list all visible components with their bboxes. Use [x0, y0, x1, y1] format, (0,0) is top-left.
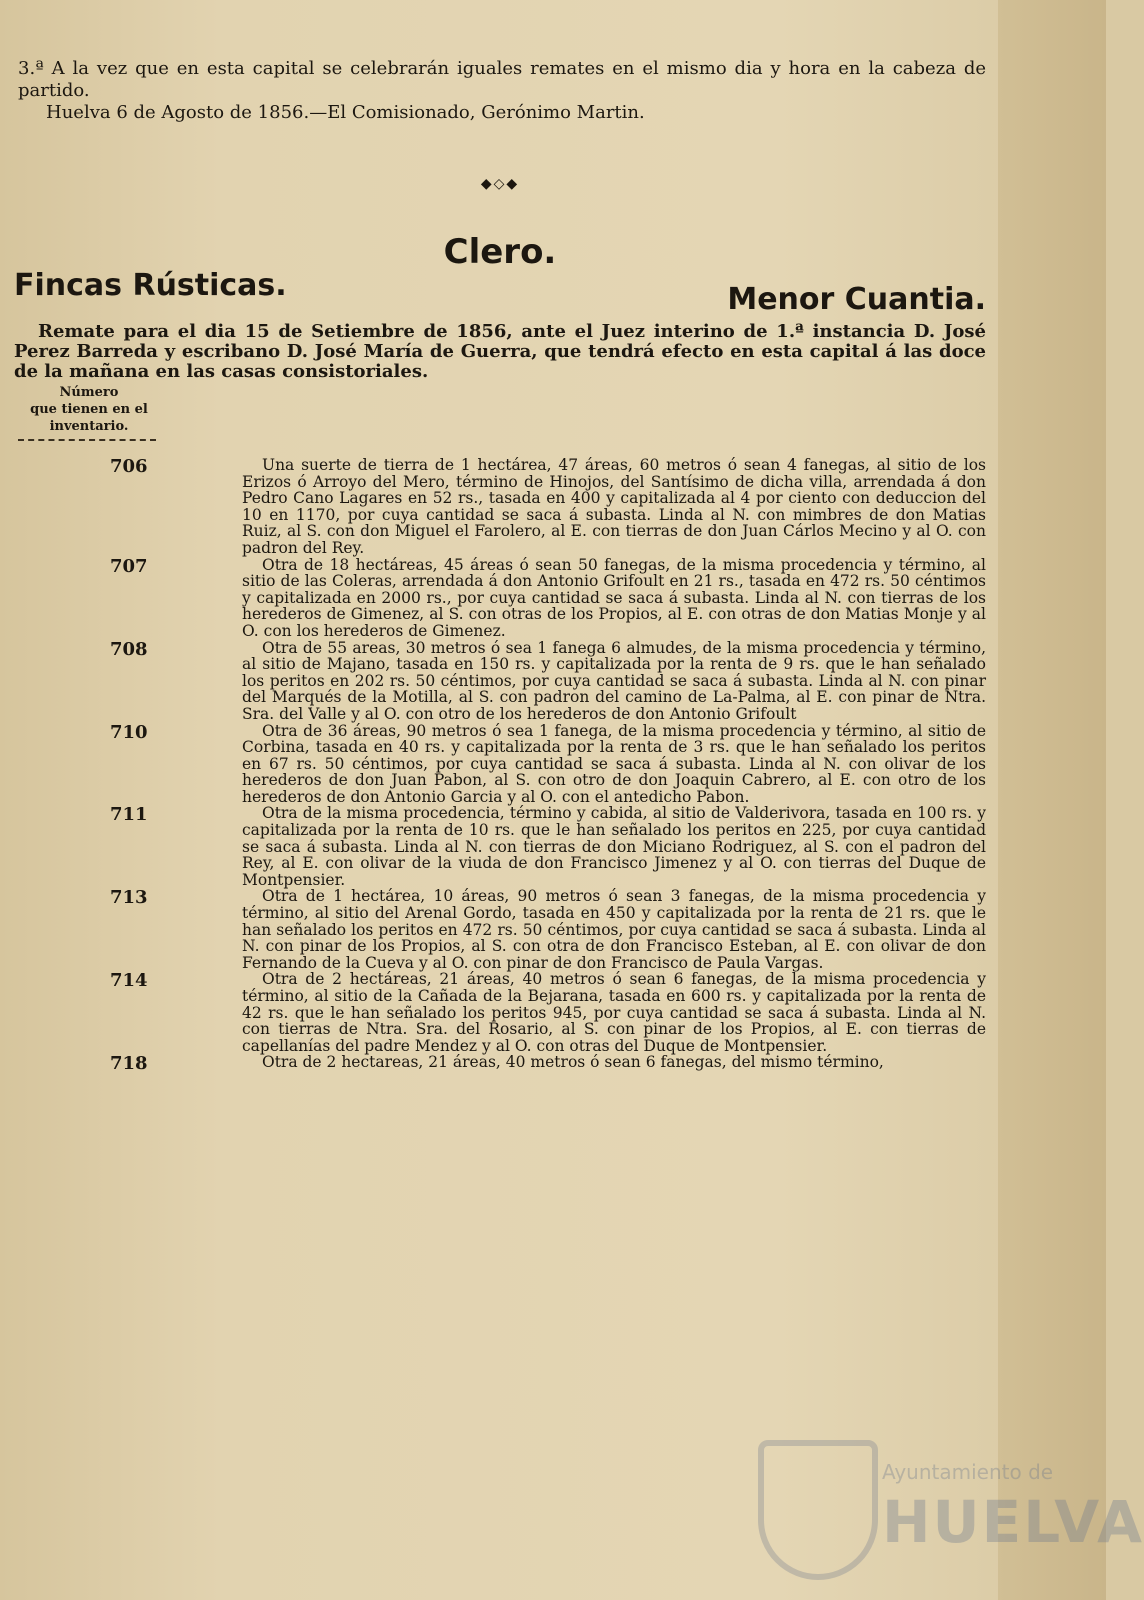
watermark-line-2: HUELVA: [882, 1488, 1144, 1556]
entry-number: 708: [110, 638, 148, 660]
entry-text: Otra de 55 areas, 30 metros ó sea 1 fanega 6 almudes, de la misma procedencia y término, al sitio de Majano, tasada en 150 rs. y capitalizada por la renta de 9 rs. que le han señalado los peritos en 202 rs. 50 céntimos, por cuya cantidad se saca á subasta. Linda al N. con pinar del Marqués de la Motilla, al S. con padron del camino de La-Palma, al E. con pinar de Ntra. Sra. del Valle y al O. con otro de los herederos de don Antonio Grifoult: [242, 638, 986, 723]
list-item: [14, 557, 986, 640]
entry-number: 711: [110, 804, 148, 826]
entry-number: 706: [110, 456, 148, 477]
intro-item-3: 3.ª A la vez que en esta capital se celebrarán iguales remates en el mismo dia y hora en la cabeza de partido.: [18, 58, 986, 101]
right-heading: Menor Cuantia.: [727, 282, 986, 317]
list-item: [14, 1054, 986, 1073]
column-header-line: Número: [59, 385, 119, 400]
column-header-line: que tienen en el: [30, 402, 148, 417]
entry-number: 713: [110, 887, 148, 909]
entry-number: 714: [110, 970, 148, 992]
city-watermark: [758, 1436, 1144, 1586]
list-item: [14, 457, 986, 557]
list-item: [14, 640, 986, 723]
list-item: [14, 888, 986, 971]
column-header-line: inventario.: [49, 419, 129, 434]
entry-text: Otra de 2 hectareas, 21 áreas, 40 metros ó sean 6 fanegas, del mismo término,: [262, 1053, 884, 1072]
coat-of-arms-icon: [758, 1440, 878, 1580]
entry-number: 710: [110, 721, 148, 743]
signature-line: Huelva 6 de Agosto de 1856.—El Comisionado, Gerónimo Martin.: [46, 102, 645, 123]
ornament-divider: ◆◇◆: [480, 176, 520, 192]
entry-number: 707: [110, 555, 148, 577]
entry-text: Otra de 2 hectáreas, 21 áreas, 40 metros ó sean 6 fanegas, de la misma procedencia y término, al sitio de la Cañada de la Bejarana, tasada en 600 rs. y capitalizada por la renta de 42 rs. que le han señalado los peritos 945, por cuya cantidad se saca á subasta. Linda al N. con tierras de Ntra. Sra. del Rosario, al S. con pinar de los Propios, al E. con tierras de capellanías del padre Mendez y al O. con otras del Duque de Montpensier.: [242, 970, 986, 1055]
entry-text: Una suerte de tierra de 1 hectárea, 47 áreas, 60 metros ó sean 4 fanegas, al sitio de los Erizos ó Arroyo del Mero, término de Hinojos, del Santísimo de dicha villa, arrendada á don Pedro Cano Lagares en 52 rs., tasada en 400 y capitalizada al 4 por ciento con deduccion del 10 en 1170, por cuya cantidad se saca á subasta. Linda al N. con mimbres de don Matias Ruiz, al S. con don Miguel el Farolero, al E. con tierras de don Juan Cárlos Mecino y al O. con padron del Rey.: [242, 456, 986, 557]
watermark-line-1: Ayuntamiento de: [882, 1460, 1054, 1484]
list-item: [14, 971, 986, 1054]
page-edge: [998, 0, 1106, 1600]
list-item: [14, 805, 986, 888]
entry-text: Otra de 18 hectáreas, 45 áreas ó sean 50 fanegas, de la misma procedencia y término, al sitio de las Coleras, arrendada á don Antonio Grifoult en 21 rs., tasada en 472 rs. 50 céntimos y capitalizada en 2000 rs., por cuya cantidad se saca á subasta. Linda al N. con tierras de los herederos de Gimenez, al S. con otras de los Propios, al E. con otras de don Matias Monje y al O. con los herederos de Gimenez.: [242, 555, 986, 640]
entry-number: 718: [110, 1053, 148, 1075]
entry-text: Otra de 36 áreas, 90 metros ó sea 1 fanega, de la misma procedencia y término, al sitio de Corbina, tasada en 40 rs. y capitalizada por la renta de 3 rs. que le han señalado los peritos en 67 rs. 50 céntimos, por cuya cantidad se saca á subasta. Linda al N. con olivar de los herederos de don Juan Pabon, al S. con otro de don Joaquin Cabrero, al E. con otro de los herederos de don Antonio Garcia y al O. con el antedicho Pabon.: [242, 721, 986, 806]
left-heading: Fincas Rústicas.: [14, 268, 287, 303]
entry-text: Otra de la misma procedencia, término y cabida, al sitio de Valderivora, tasada en 100 rs. y capitalizada por la renta de 10 rs. que le han señalado los peritos en 225, por cuya cantidad se saca á subasta. Linda al N. con tierras de don Miciano Rodriguez, al S. con el padron del Rey, al E. con olivar de la viuda de don Francisco Jimenez y al O. con tierras del Duque de Montpensier.: [242, 804, 986, 889]
section-headings: [14, 268, 986, 316]
inventory-column-header: [14, 384, 164, 435]
entry-text: Otra de 1 hectárea, 10 áreas, 90 metros ó sean 3 fanegas, de la misma procedencia y término, al sitio del Arenal Gordo, tasada en 450 y capitalizada por la renta de 21 rs. que le han señalado los peritos en 472 rs. 50 céntimos, por cuya cantidad se saca á subasta. Linda al N. con pinar de los Propios, al S. con otra de don Francisco Esteban, al E. con olivar de don Fernando de la Cueva y al O. con pinar de don Francisco de Paula Vargas.: [242, 887, 986, 972]
column-header-rule: [18, 439, 156, 441]
entries-list: [14, 457, 986, 1073]
section-title: Clero.: [443, 232, 557, 272]
list-item: [14, 723, 986, 806]
auction-notice: Remate para el dia 15 de Setiembre de 1856, ante el Juez interino de 1.ª instancia D. José Perez Barreda y escribano D. José María de Guerra, que tendrá efecto en esta capital á las doce de la mañana en las casas consistoriales.: [14, 321, 986, 382]
